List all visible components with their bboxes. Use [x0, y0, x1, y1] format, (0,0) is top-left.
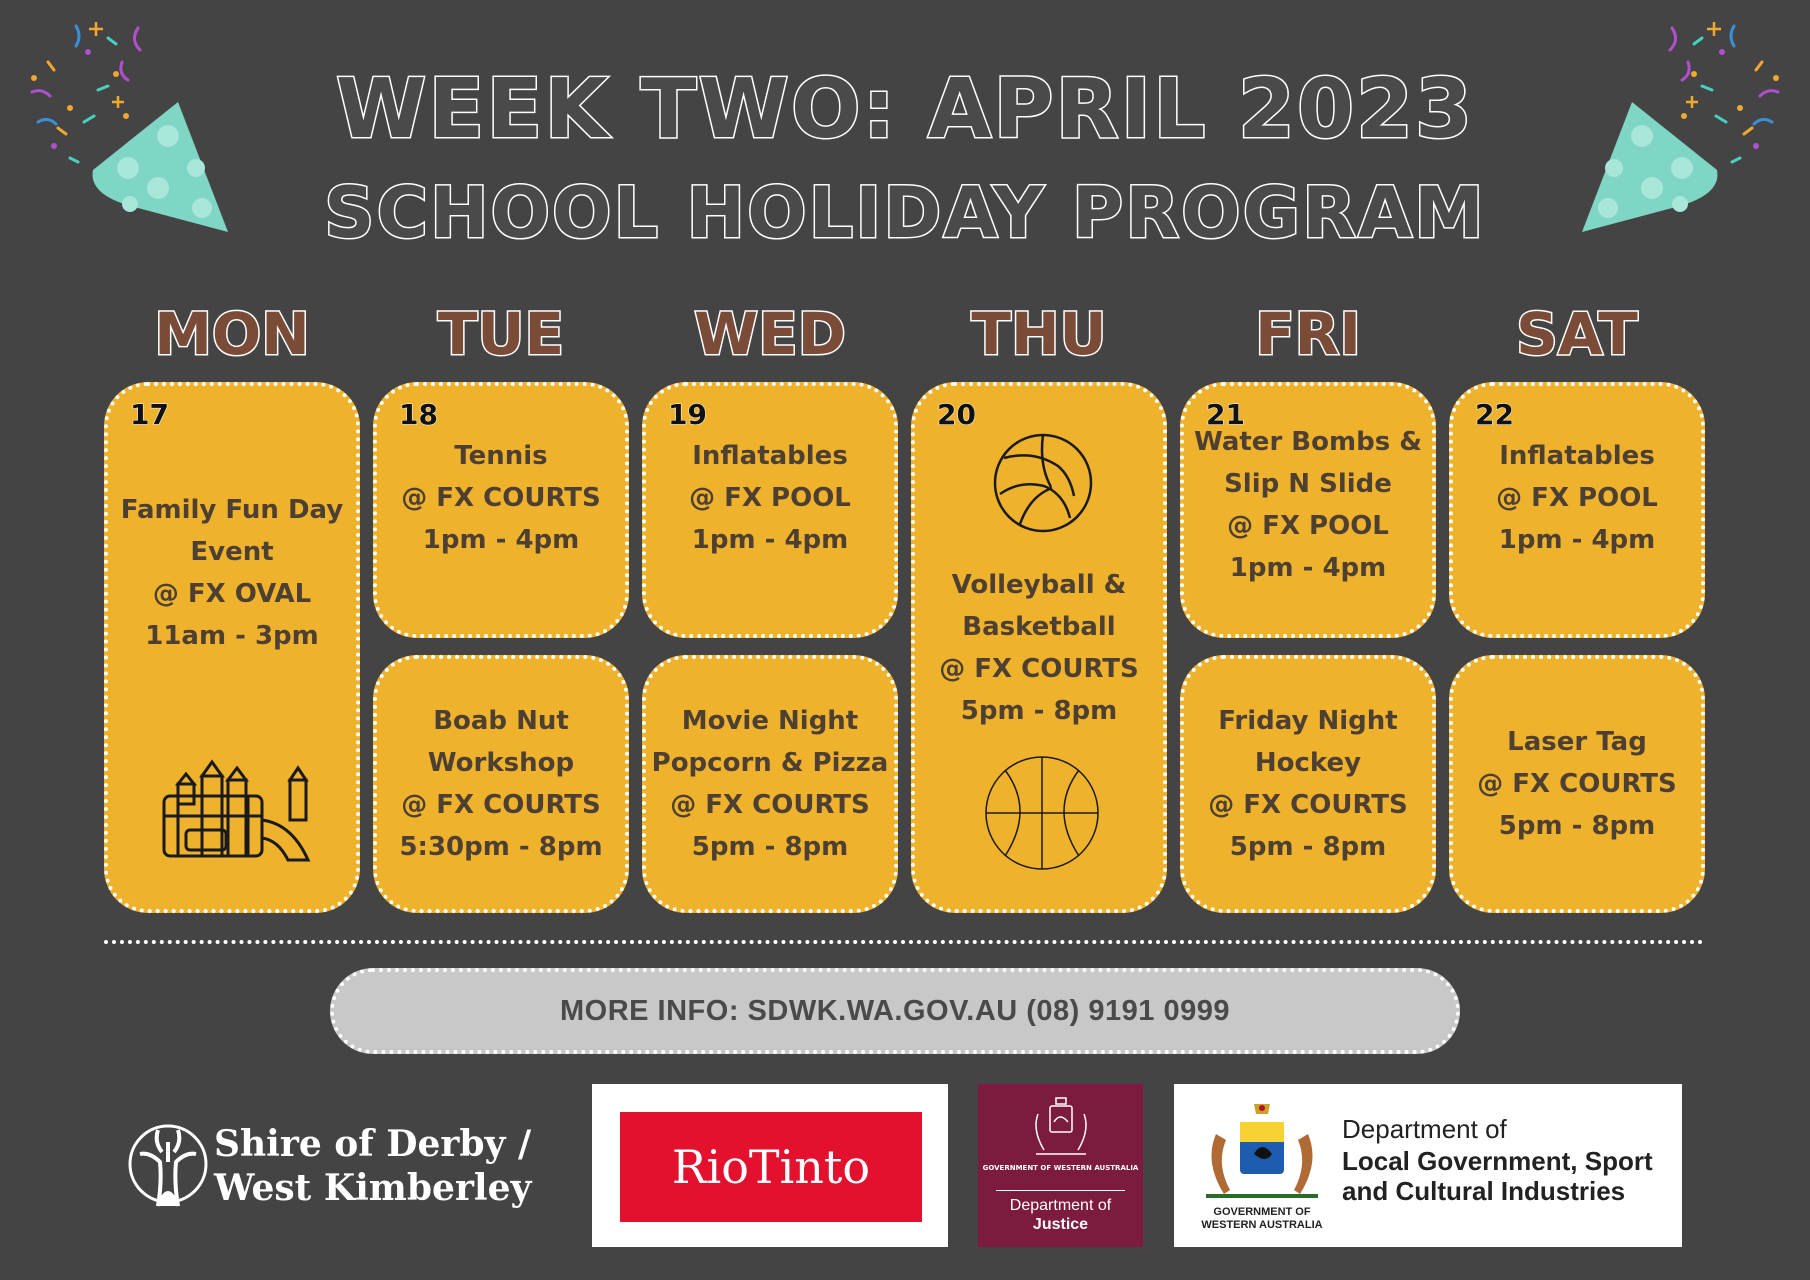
- justice-divider: [996, 1190, 1125, 1191]
- event-time: 5pm - 8pm: [960, 695, 1118, 726]
- event-title: Slip N Slide: [1224, 469, 1392, 499]
- event-title: Workshop: [427, 748, 575, 778]
- event-date: 21: [1206, 398, 1245, 431]
- event-location: @ FX COURTS: [939, 653, 1139, 684]
- shire-name-line1: Shire of Derby /: [214, 1123, 532, 1165]
- event-location: @ FX POOL: [689, 483, 851, 513]
- section-divider: [104, 940, 1704, 944]
- event-title: Tennis: [454, 441, 548, 471]
- event-title: Boab Nut: [433, 706, 569, 736]
- event-location: @ FX OVAL: [152, 578, 312, 609]
- event-card-wed-afternoon: [642, 382, 898, 638]
- justice-dept-text: Department of: [1009, 1197, 1112, 1214]
- more-info-text: MORE INFO: SDWK.WA.GOV.AU (08) 9191 0999: [560, 994, 1230, 1027]
- event-title: Friday Night: [1218, 706, 1398, 736]
- riotinto-wordmark: RioTinto: [620, 1112, 922, 1222]
- event-location: @ FX COURTS: [401, 483, 601, 513]
- event-title: Movie Night: [681, 706, 859, 736]
- event-time: 1pm - 4pm: [1229, 553, 1387, 583]
- dept-justice-logo: [978, 1084, 1143, 1247]
- event-date: 18: [399, 398, 438, 431]
- event-title: Event: [190, 536, 274, 567]
- day-header-tue: TUE: [437, 300, 565, 368]
- event-title: Popcorn & Pizza: [651, 748, 889, 778]
- event-date: 17: [130, 398, 169, 431]
- event-card-thu: [911, 382, 1167, 913]
- event-title: Inflatables: [1499, 441, 1655, 471]
- day-header-sat: SAT: [1516, 300, 1638, 368]
- event-card-tue-evening: [373, 655, 629, 913]
- event-card-sat-afternoon: [1449, 382, 1705, 638]
- event-time: 1pm - 4pm: [1498, 525, 1656, 555]
- event-card-fri-evening: [1180, 655, 1436, 913]
- event-location: @ FX COURTS: [1208, 790, 1408, 820]
- bouncy-castle-icon: [158, 756, 318, 866]
- wa-crest-icon: [1030, 1094, 1092, 1162]
- event-title: Hockey: [1254, 748, 1362, 778]
- event-card-fri-afternoon: [1180, 382, 1436, 638]
- wa-crest-icon: [1196, 1098, 1328, 1206]
- shire-logo-text: [214, 1122, 531, 1210]
- day-header-thu: THU: [971, 300, 1107, 368]
- event-location: @ FX POOL: [1227, 511, 1389, 541]
- page-subtitle: SCHOOL HOLIDAY PROGRAM: [324, 172, 1486, 254]
- basketball-icon: [983, 754, 1101, 872]
- event-time: 1pm - 4pm: [422, 525, 580, 555]
- riotinto-logo: [592, 1084, 948, 1247]
- day-header-wed: WED: [694, 300, 846, 368]
- more-info-banner[interactable]: [330, 968, 1460, 1054]
- justice-gov-text: GOVERNMENT OF WESTERN AUSTRALIA: [982, 1164, 1139, 1172]
- event-time: 5pm - 8pm: [691, 832, 849, 862]
- boab-tree-icon: [128, 1112, 208, 1216]
- event-time: 5pm - 8pm: [1498, 811, 1656, 841]
- event-card-mon: [104, 382, 360, 913]
- day-header-fri: FRI: [1255, 300, 1361, 368]
- justice-name-text: Justice: [1032, 1216, 1089, 1233]
- volleyball-icon: [992, 432, 1094, 534]
- dlgsc-subtitle: [1342, 1146, 1653, 1206]
- event-date: 19: [668, 398, 707, 431]
- event-date: 22: [1475, 398, 1514, 431]
- event-time: 5pm - 8pm: [1229, 832, 1387, 862]
- event-title: Basketball: [962, 611, 1116, 642]
- event-time: 1pm - 4pm: [691, 525, 849, 555]
- event-card-tue-afternoon: [373, 382, 629, 638]
- event-title: Volleyball &: [951, 569, 1127, 600]
- dlgsc-gov-text: GOVERNMENT OF WESTERN AUSTRALIA: [1201, 1206, 1323, 1231]
- dlgsc-subtitle-line1: Local Government, Sport: [1342, 1146, 1653, 1176]
- shire-name-line2: West Kimberley: [214, 1167, 532, 1209]
- event-card-wed-evening: [642, 655, 898, 913]
- dlgsc-title: Department of: [1342, 1114, 1507, 1144]
- event-title: Family Fun Day: [120, 494, 344, 525]
- event-date: 20: [937, 398, 976, 431]
- event-title: Water Bombs &: [1194, 427, 1422, 457]
- event-card-sat-evening: [1449, 655, 1705, 913]
- event-title: Laser Tag: [1507, 727, 1647, 757]
- dlgsc-subtitle-line2: and Cultural Industries: [1342, 1176, 1626, 1206]
- event-time: 11am - 3pm: [145, 620, 319, 651]
- event-location: @ FX COURTS: [401, 790, 601, 820]
- event-location: @ FX COURTS: [1477, 769, 1677, 799]
- dlgsc-logo: [1174, 1084, 1682, 1247]
- event-location: @ FX POOL: [1496, 483, 1658, 513]
- event-location: @ FX COURTS: [670, 790, 870, 820]
- day-header-mon: MON: [154, 300, 310, 368]
- page-title: WEEK TWO: APRIL 2023: [335, 62, 1475, 157]
- event-title: Inflatables: [692, 441, 848, 471]
- event-time: 5:30pm - 8pm: [399, 832, 603, 862]
